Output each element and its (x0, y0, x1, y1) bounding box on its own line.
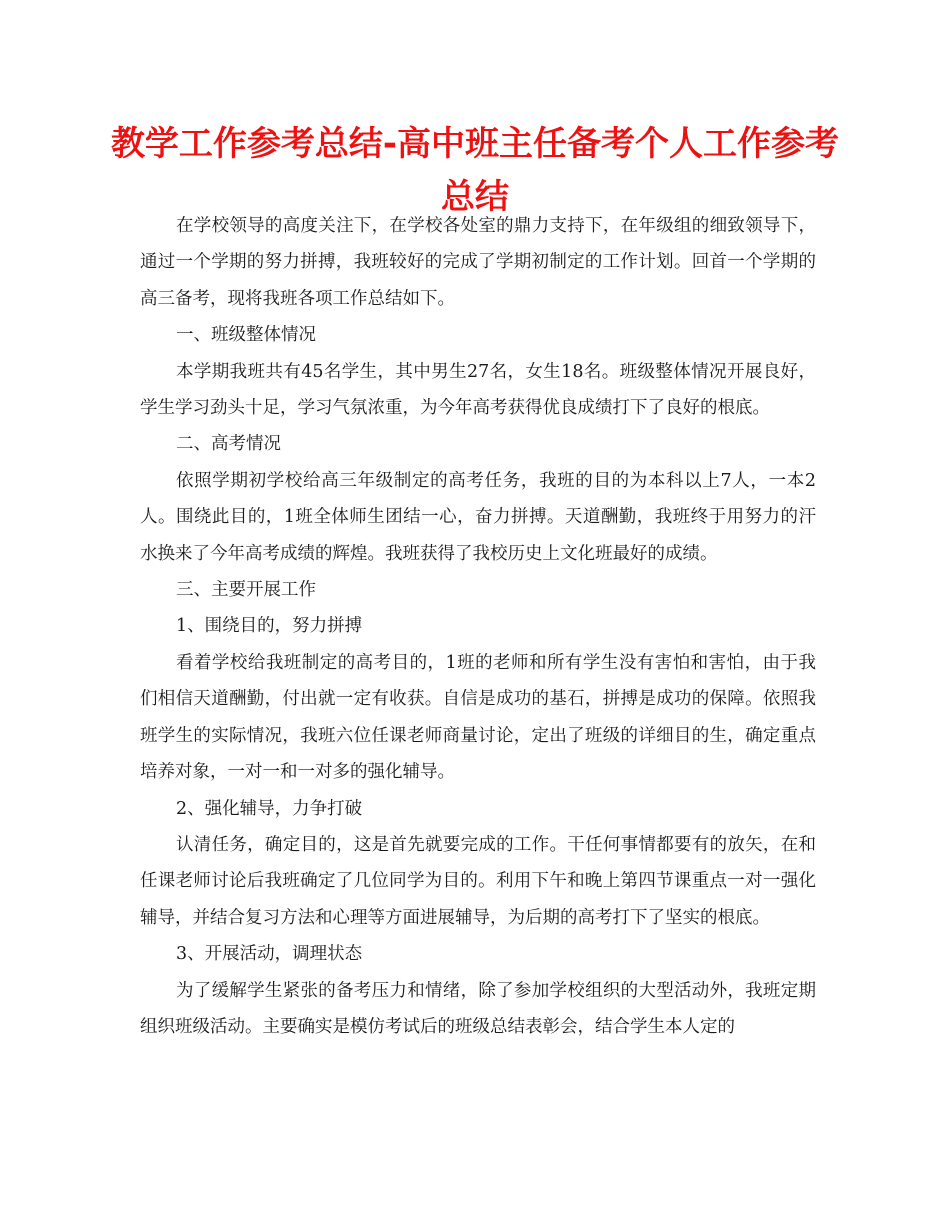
paragraph-intro: 在学校领导的高度关注下，在学校各处室的鼎力支持下，在年级组的细致领导下，通过一个学期的努力拼搏，我班较好的完成了学期初制定的工作计划。回首一个学期的高三备考，现将我班各项工作总结如下。 (140, 216, 816, 309)
paragraph-goals: 看着学校给我班制定的高考目的，1班的老师和所有学生没有害怕和害怕，由于我们相信天道酬勤，付出就一定有收获。自信是成功的基石，拼搏是成功的保障。依照我班学生的实际情况，我班六位任课老师商量讨论，定出了班级的详细目的生，确定重点培养对象，一对一和一对多的强化辅导。 (140, 652, 816, 783)
section-heading-1: 一、班级整体情况 (176, 325, 316, 346)
document-title: 教学工作参考总结-高中班主任备考个人工作参考总结 (110, 124, 840, 217)
section-heading-2: 二、高考情况 (176, 434, 281, 455)
subsection-heading-3: 3、开展活动，调理状态 (176, 944, 363, 965)
subsection-heading-1: 1、围绕目的，努力拼搏 (176, 616, 363, 637)
subsection-heading-2: 2、强化辅导，力争打破 (176, 798, 363, 819)
document-body (140, 208, 816, 1045)
paragraph-class-overview: 本学期我班共有45名学生，其中男生27名，女生18名。班级整体情况开展良好，学生学习劲头十足，学习气氛浓重，为今年高考获得优良成绩打下了良好的根底。 (140, 361, 816, 419)
section-heading-3: 三、主要开展工作 (176, 580, 316, 601)
paragraph-activities: 为了缓解学生紧张的备考压力和情绪，除了参加学校组织的大型活动外，我班定期组织班级活动。主要确实是模仿考试后的班级总结表彰会，结合学生本人定的 (140, 980, 816, 1037)
paragraph-tutoring: 认清任务，确定目的，这是首先就要完成的工作。干任何事情都要有的放矢，在和任课老师讨论后我班确定了几位同学为目的。利用下午和晚上第四节课重点一对一强化辅导，并结合复习方法和心理等方面进展辅导，为后期的高考打下了坚实的根底。 (140, 834, 816, 928)
paragraph-exam-results: 依照学期初学校给高三年级制定的高考任务，我班的目的为本科以上7人，一本2人。围绕此目的，1班全体师生团结一心，奋力拼搏。天道酬勤，我班终于用努力的汗水换来了今年高考成绩的辉煌。我班获得了我校历史上文化班最好的成绩。 (140, 470, 816, 564)
